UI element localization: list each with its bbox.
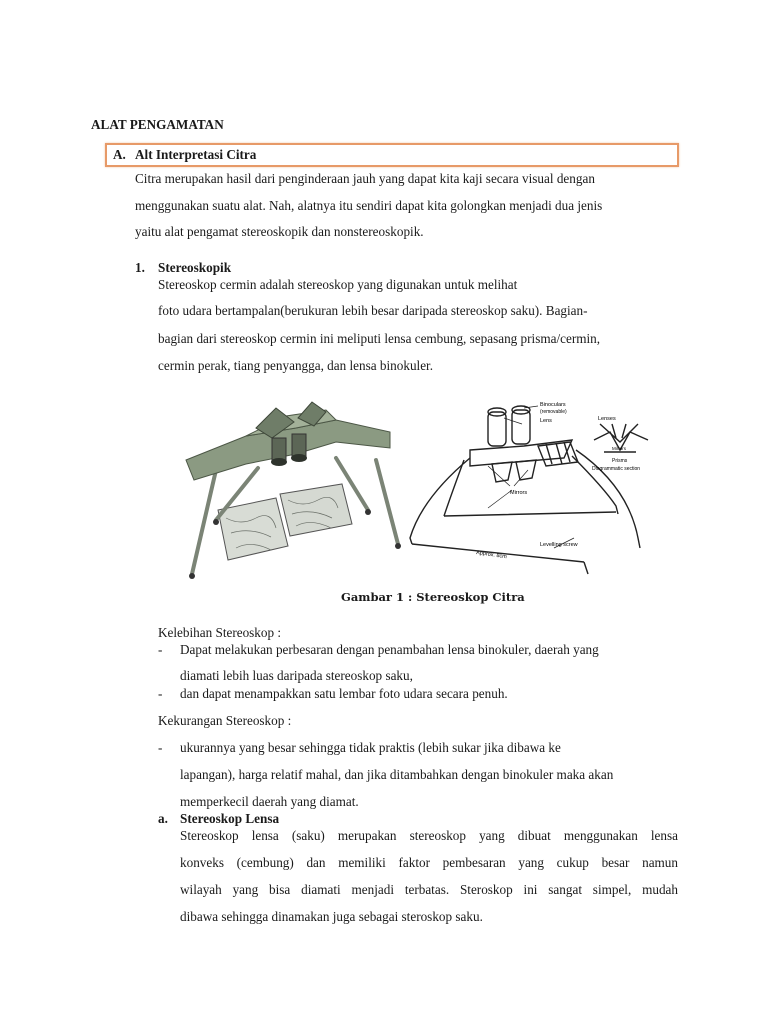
lensa-line-2: konveks (cembung) dan memiliki faktor pembesaran yang cukup besar namun [180, 855, 678, 870]
intro-line-2: menggunakan suatu alat. Nah, alatnya itu sendiri dapat kita golongkan menjadi dua jenis [135, 198, 603, 213]
lensa-line-1: Stereoskop lensa (saku) merupakan stereoskop yang dibuat menggunakan lensa [180, 828, 678, 843]
stereo-line-1: Stereoskop cermin adalah stereoskop yang digunakan untuk melihat [158, 277, 518, 292]
label-prisms: Prisms [612, 458, 628, 464]
lensa-line-3: wilayah yang bisa diamati menjadi terbatas. Steroskop ini sangat simpel, mudah [180, 882, 678, 897]
kekurangan-heading: Kekurangan Stereoskop : [158, 713, 292, 728]
intro-line-3: yaitu alat pengamat stereoskopik dan nonstereoskopik. [135, 224, 424, 239]
label-diagrammatic: Diagrammatic section [592, 466, 641, 472]
kekurangan-item-1-line-1: ukurannya yang besar sehingga tidak praktis (lebih sukar jika dibawa ke [180, 740, 561, 755]
stereo-line-4: cermin perak, tiang penyangga, dan lensa binokuler. [158, 358, 434, 373]
label-levelling-screw: Levelling screw [540, 542, 578, 548]
item-1-heading: Stereoskopik [158, 260, 232, 275]
kelebihan-heading: Kelebihan Stereoskop : [158, 625, 282, 640]
section-a-heading: Alt Interpretasi Citra [135, 147, 257, 162]
label-approx: Approx. 8cm [475, 550, 508, 561]
intro-line-1: Citra merupakan hasil dari penginderaan jauh yang dapat kita kaji secara visual dengan [135, 171, 595, 186]
kelebihan-dash-2: - [158, 686, 163, 701]
item-1-marker: 1. [135, 260, 145, 275]
kekurangan-dash-1: - [158, 740, 163, 755]
figure-caption: Gambar 1 : Stereoskop Citra [341, 590, 525, 604]
label-mirrors: Mirrors [510, 490, 528, 496]
kelebihan-item-1-line-1: Dapat melakukan perbesaran dengan penambahan lensa binokuler, daerah yang [180, 642, 599, 657]
kelebihan-item-2-line-1: dan dapat menampakkan satu lembar foto udara secara penuh. [180, 686, 508, 701]
kelebihan-dash-1: - [158, 642, 163, 657]
label-removable: (removable) [540, 409, 567, 415]
stereoscope-photo [176, 398, 408, 588]
lensa-line-4: dibawa sehingga dinamakan juga sebagai steroskop saku. [180, 909, 483, 924]
stereo-line-3: bagian dari stereoskop cermin ini meliputi lensa cembung, sepasang prisma/cermin, [158, 331, 601, 346]
label-mirrors-small: Mirrors [612, 446, 626, 451]
kelebihan-item-1-line-2: diamati lebih luas daripada stereoskop saku, [180, 668, 413, 683]
kekurangan-item-1-line-3: memperkecil daerah yang diamat. [180, 794, 359, 809]
item-a-heading: Stereoskop Lensa [180, 811, 280, 826]
stereo-line-2: foto udara bertampalan(berukuran lebih besar daripada stereoskop saku). Bagian- [158, 303, 588, 318]
stereoscope-diagram [404, 398, 676, 590]
kekurangan-item-1-line-2: lapangan), harga relatif mahal, dan jika ditambahkan dengan binokuler maka akan [180, 767, 614, 782]
label-lenses: Lenses [598, 416, 616, 422]
label-binoculars: Binoculars [540, 402, 566, 408]
page-title: ALAT PENGAMATAN [91, 117, 224, 132]
section-a-marker: A. [113, 147, 126, 162]
item-a-marker: a. [158, 811, 168, 826]
label-lens: Lens [540, 418, 552, 424]
